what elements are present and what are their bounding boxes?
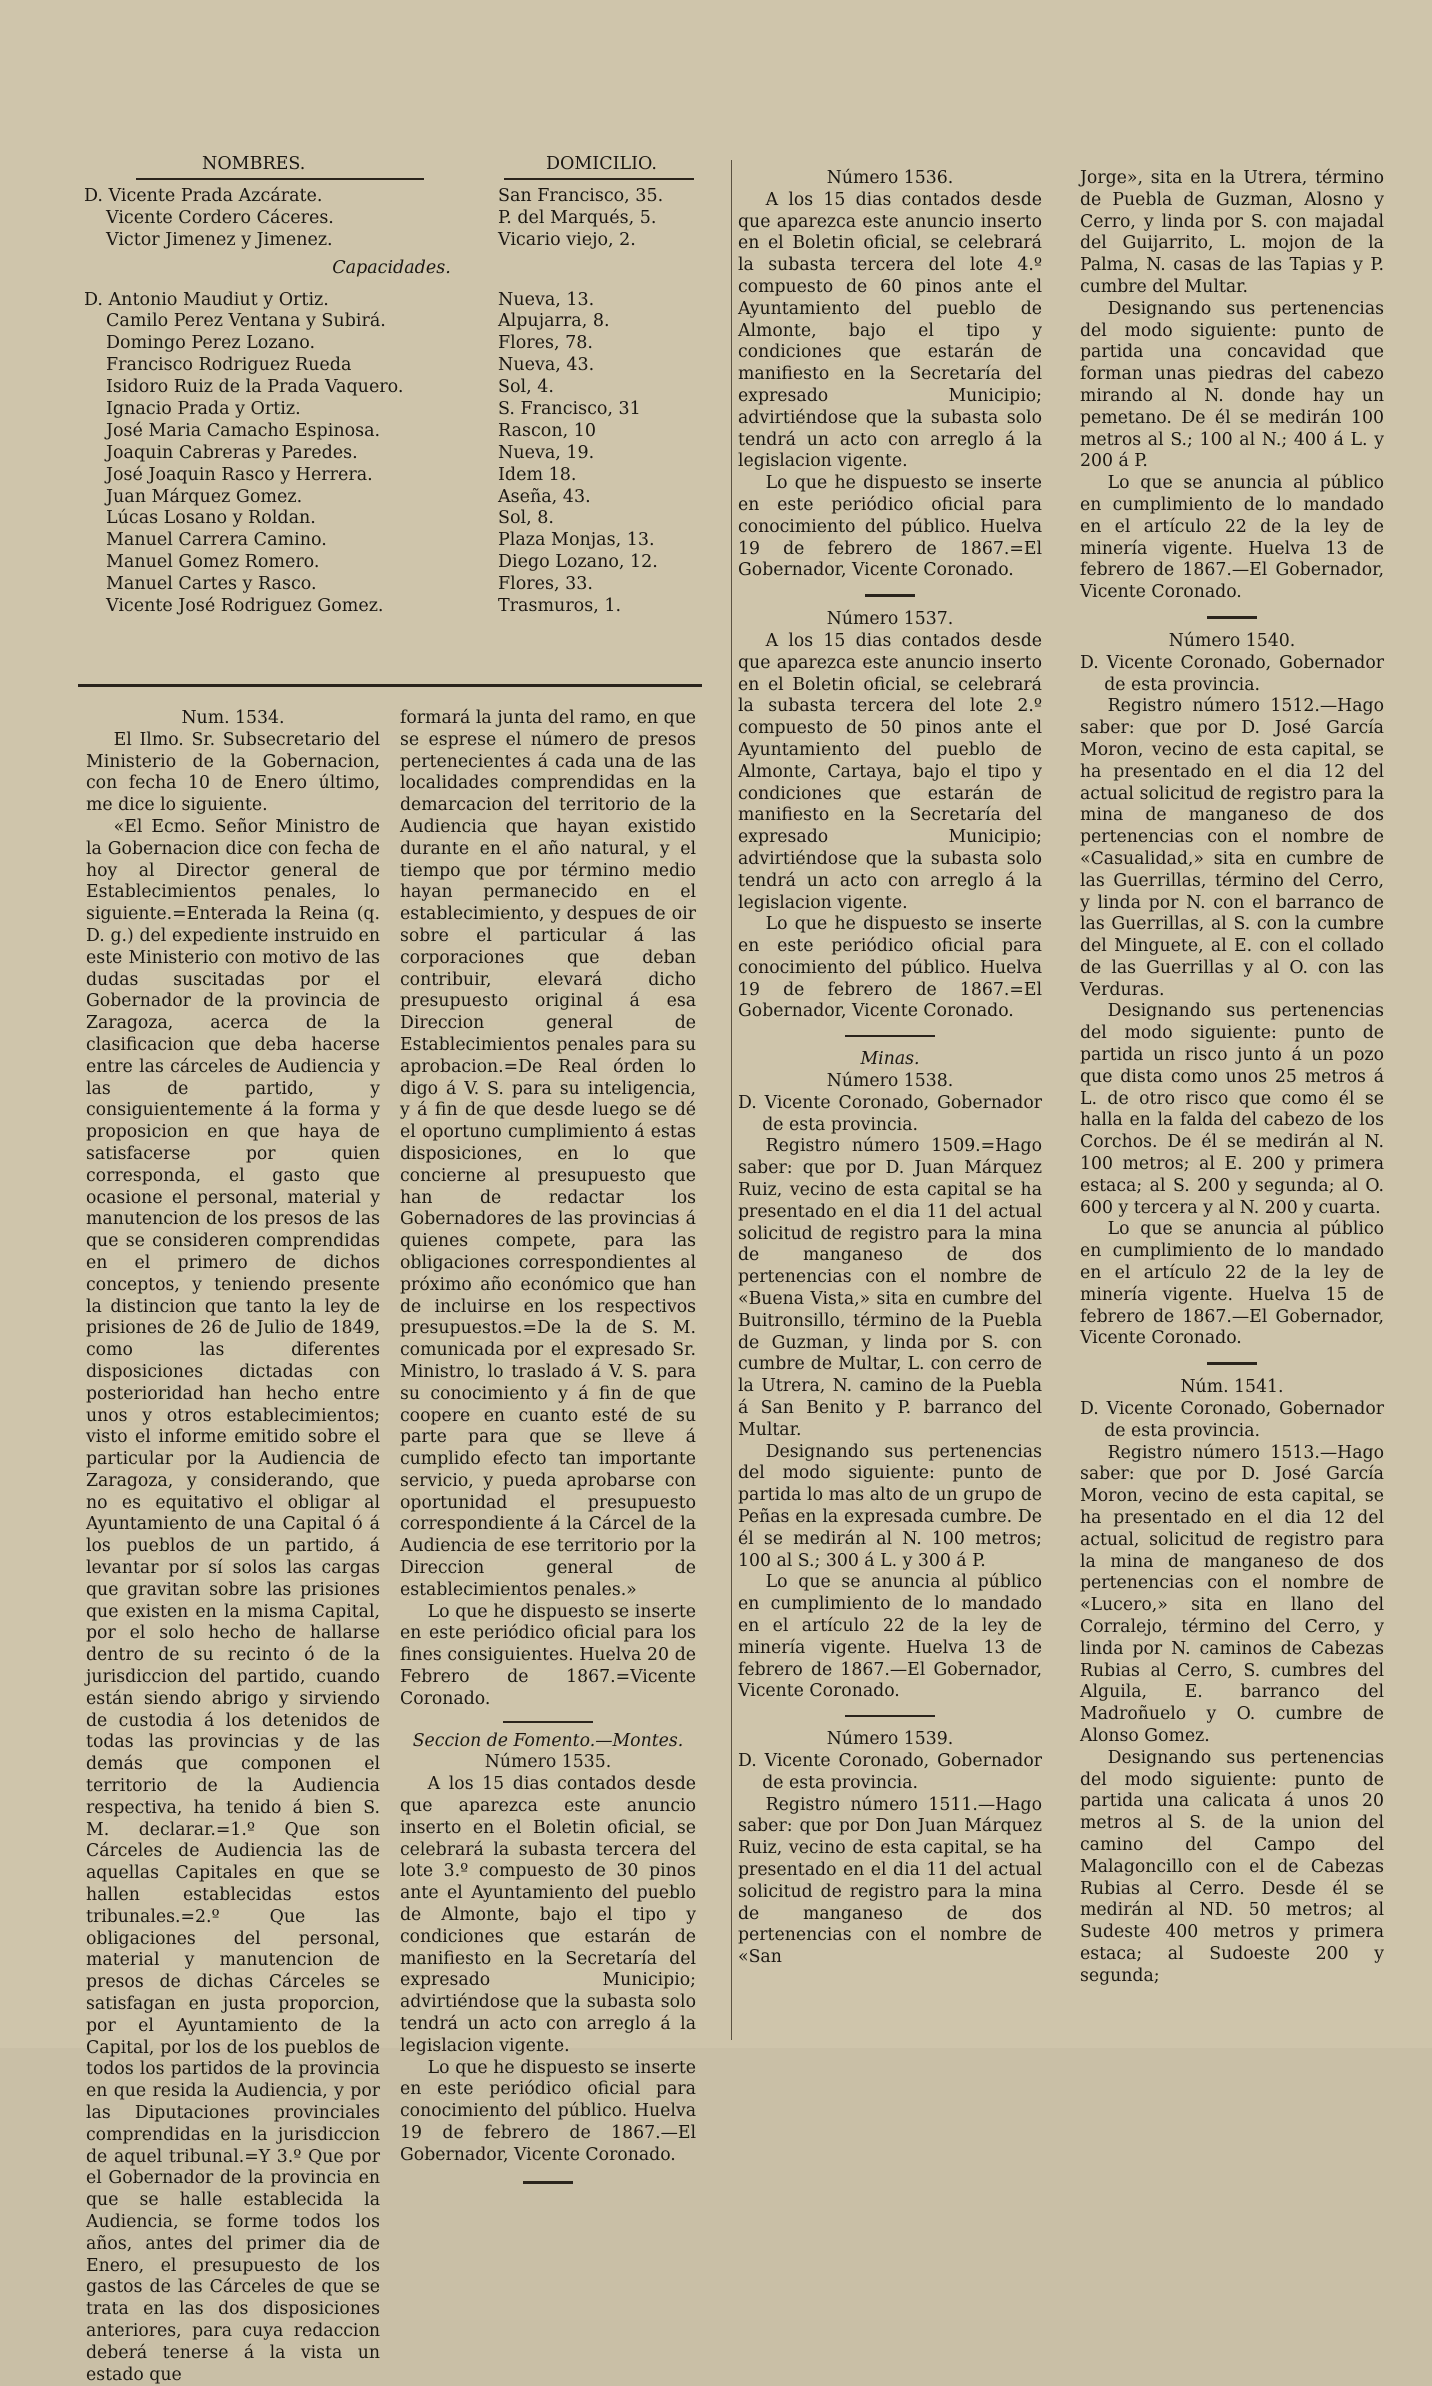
column-divider	[731, 160, 732, 2040]
table-row	[84, 574, 699, 596]
article-1534-body-part-1: «El Ecmo. Señor Ministro de la Gobernacion dice con fecha de hoy al Director general de Establecimientos penales, lo siguiente.=Enterada la Reina (q. D. g.) del expediente instruido en este Ministerio con motivo de las dudas suscitadas por el Gobernador de la provincia de Zaragoza, acerca de la clasificacion que deba hacerse entre las cárceles de Audiencia y las de partido, y consiguientemente á la forma y proposicion en que haya de satisfacerse por quien corresponda, el gasto que ocasione el personal, material y manutencion de los presos de las que se consideren comprendidas en el primero de dichos conceptos, y teniendo presente la distincion que tanto la ley de prisiones de 26 de Julio de 1849, como las diferentes disposiciones dictadas con posterioridad han hecho entre unos y otros establecimientos; visto el informe emitido sobre el particular por la Audiencia de Zaragoza, y considerando, que no es equitativo el obligar al Ayuntamiento de una Capital ó á los pueblos de un partido, á levantar por sí solos las cargas que gravitan sobre las prisiones que existen en la misma Capital, por el solo hecho de hallarse dentro de su recinto ó de la jurisdiccion del partido, cuando están siendo abrigo y sirviendo de custodia á los detenidos de todas las provincias y de las demás que componen el territorio de la Audiencia respectiva, ha tenido á bien S. M. declarar.=1.º Que son Cárceles de Audiencia las de aquellas Capitales en que se hallen establecidas estos tribunales.=2.º Que las obligaciones del personal, material y manutencion de presos de dichas Cárceles se satisfagan en justa proporcion, por el Ayuntamiento de la Capital, por los de los pueblos de todos los partidos de la provincia en que resida la Audiencia, y por las Diputaciones provinciales comprendidas en la jurisdiccion de aquel tribunal.=Y 3.º Que por el Gobernador de la provincia en que se halle establecida la Audiencia, se forme todos los años, antes del primer dia de Enero, el presupuesto de los gastos de las Cárceles de que se trata en las dos disposiciones anteriores, para cuya redaccion deberá tenerse á la vista un estado que	[86, 816, 380, 2385]
table-header	[84, 148, 699, 176]
article-1536-body: A los 15 dias contados desde que aparezca este anuncio inserto en el Boletin oficial, se celebrará la subasta tercera del lote 4.º compuesto de 60 pinos ante el Ayuntamiento del pueblo de Almonte, bajo el tipo y condiciones que estarán de manifiesto en la Secretaría del expresado Municipio; advirtiéndose que la subasta solo tendrá un acto con arreglo á la legislacion vigente.	[738, 189, 1042, 472]
column-header-domicile: DOMICILIO.	[546, 154, 657, 174]
person-name: D. Antonio Maudiut y Ortiz.	[84, 289, 329, 310]
table-row	[84, 230, 699, 252]
person-address: Flores, 33.	[498, 574, 593, 595]
article-1538-closing: Lo que se anuncia al público en cumplimiento de lo mandado en el artículo 22 de la ley de minería vigente. Huelva 13 de febrero de 1867.—El Gobernador, Vicente Coronado.	[738, 1572, 1042, 1702]
person-address: Flores, 78.	[498, 333, 593, 354]
person-address: Aseña, 43.	[498, 486, 591, 507]
person-address: Nueva, 19.	[498, 442, 595, 463]
article-1539-governor: D. Vicente Coronado, Gobernador de esta provincia.	[738, 1750, 1042, 1793]
table-row	[84, 487, 699, 509]
table-row	[84, 552, 699, 574]
table-row	[84, 596, 699, 618]
person-address: Rascon, 10	[498, 420, 596, 441]
table-row	[84, 186, 699, 208]
article-1535-closing: Lo que he dispuesto se inserte en este periódico oficial para conocimiento del público. Huelva 19 de febrero de 1867.—El Gobernador, Vicente Coronado.	[400, 2057, 696, 2165]
person-name: Camilo Perez Ventana y Subirá.	[106, 311, 386, 332]
divider	[523, 2181, 573, 2184]
table-row	[84, 508, 699, 530]
person-name: Domingo Perez Lozano.	[106, 333, 316, 354]
table-row	[84, 311, 699, 333]
divider	[1207, 616, 1257, 619]
column-3	[738, 168, 1042, 1969]
table-row	[84, 465, 699, 487]
article-1534-intro: El Ilmo. Sr. Subsecretario del Ministerio de la Gobernacion, con fecha 10 de Enero último, me dice lo siguiente.	[86, 729, 380, 816]
table-bottom-rule	[78, 684, 702, 687]
article-1536-closing: Lo que he dispuesto se inserte en este periódico oficial para conocimiento del público. Huelva 19 de febrero de 1867.=El Gobernador, Vicente Coronado.	[738, 473, 1042, 581]
column-4	[1080, 168, 1384, 1988]
person-name: Vicente José Rodriguez Gomez.	[106, 596, 384, 617]
person-name: Isidoro Ruiz de la Prada Vaquero.	[106, 377, 404, 398]
divider	[865, 594, 915, 597]
person-address: Plaza Monjas, 13.	[498, 530, 655, 551]
article-1539-body-part-2: Jorge», sita en la Utrera, término de Puebla de Guzman, Alosno y Cerro, y linda por S. con majadal del Guijarrito, L. mojon de la Palma, N. casas de las Tapias y P. cumbre del Multar.	[1080, 168, 1384, 297]
person-address: Nueva, 13.	[498, 289, 595, 310]
table-row	[84, 530, 699, 552]
article-1540-title: Número 1540.	[1168, 630, 1296, 651]
column-1	[86, 708, 380, 2386]
table-row	[84, 399, 699, 421]
article-1538-governor: D. Vicente Coronado, Gobernador de esta provincia.	[738, 1092, 1042, 1135]
person-address: Sol, 4.	[498, 377, 554, 398]
article-1535-title: Número 1535.	[484, 1752, 612, 1773]
article-1537-title: Número 1537.	[826, 609, 954, 630]
person-name: D. Vicente Prada Azcárate.	[84, 186, 323, 206]
table-row	[84, 208, 699, 230]
article-1540-governor: D. Vicente Coronado, Gobernador de esta provincia.	[1080, 652, 1384, 695]
person-name: Vicente Cordero Cáceres.	[106, 207, 334, 228]
table-row	[84, 421, 699, 443]
column-2	[400, 708, 696, 2198]
person-address: Idem 18.	[498, 464, 577, 485]
article-1537-closing: Lo que he dispuesto se inserte en este periódico oficial para conocimiento del público. Huelva 19 de febrero de 1867.=El Gobernador, Vicente Coronado.	[738, 914, 1042, 1022]
person-name: Manuel Gomez Romero.	[106, 552, 320, 573]
article-1538-designation: Designando sus pertenencias del modo siguiente: punto de partida lo mas alto de un grupo de Peñas en la expresada cumbre. De él se medirán al N. 100 metros; 100 al S.; 300 á L. y 300 á P.	[738, 1441, 1042, 1571]
article-1539-closing: Lo que se anuncia al público en cumplimiento de lo mandado en el artículo 22 de la ley de minería vigente. Huelva 13 de febrero de 1867.—El Gobernador, Vicente Coronado.	[1080, 473, 1384, 603]
article-1540-body: Registro número 1512.—Hago saber: que por D. José García Moron, vecino de esta capital, se ha presentado en el dia 12 del actual solicitud de registro para la mina de manganeso de dos pertenencias con el nombre de «Casualidad,» sita en cumbre de las Guerrillas, término del Cerro, y linda por N. con el barranco de las Guerrillas, al S. con la cumbre del Minguete, al E. con el collado de las Guerrillas y al O. con las Verduras.	[1080, 696, 1384, 1000]
person-name: Francisco Rodriguez Rueda	[106, 355, 352, 376]
person-address: Trasmuros, 1.	[498, 596, 622, 617]
article-1534-title: Num. 1534.	[181, 708, 285, 728]
person-address: Nueva, 43.	[498, 355, 595, 376]
divider	[845, 1715, 935, 1717]
person-name: Joaquin Cabreras y Paredes.	[106, 442, 358, 463]
article-1539-body-part-1: Registro número 1511.—Hago saber: que por Don Juan Márquez Ruiz, vecino de esta capital, se ha presentado en el dia 11 del actual solicitud de registro para la mina de manganeso de dos pertenencias con el nombre de «San	[738, 1794, 1042, 1968]
section-fomento-heading: Seccion de Fomento.—Montes.	[412, 1730, 684, 1751]
article-1536-title: Número 1536.	[826, 168, 954, 188]
person-name: Manuel Cartes y Rasco.	[106, 574, 317, 595]
table-row	[84, 443, 699, 465]
person-name: José Joaquin Rasco y Herrera.	[106, 464, 373, 485]
person-name: Ignacio Prada y Ortiz.	[106, 399, 301, 420]
person-address: P. del Marqués, 5.	[498, 207, 657, 228]
table-row	[84, 290, 699, 312]
person-name: Manuel Carrera Camino.	[106, 530, 327, 551]
article-1540-closing: Lo que se anuncia al público en cumplimiento de lo mandado en el artículo 22 de la ley de minería vigente. Huelva 15 de febrero de 1867.—El Gobernador, Vicente Coronado.	[1080, 1219, 1384, 1349]
person-address: S. Francisco, 31	[498, 399, 641, 420]
person-name: Victor Jimenez y Jimenez.	[106, 229, 333, 250]
article-1538-title: Número 1538.	[826, 1071, 954, 1092]
person-address: Alpujarra, 8.	[498, 311, 610, 332]
article-1534-body-part-2: formará la junta del ramo, en que se esprese el número de presos pertenecientes á cada una de las localidades comprendidas en la demarcacion del territorio de la Audiencia que hayan existido durante en el año natural, y el tiempo que por término medio hayan permanecido en el establecimiento, y despues de oir sobre el particular á las corporaciones que deban contribuir, elevará dicho presupuesto original á esa Direccion general de Establecimientos penales para su aprobacion.=De Real órden lo digo á V. S. para su inteligencia, y á fin de que desde luego se dé el oportuno cumplimiento á estas disposiciones, en lo que concierne al presupuesto que han de redactar los Gobernadores de las provincias á quienes compete, para las obligaciones correspondientes al próximo año económico que han de incluirse en los respectivos presupuestos.=De la de S. M. comunicada por el expresado Sr. Ministro, lo traslado á V. S. para su conocimiento y á fin de que coopere en cuanto esté de su parte para que se lleve á cumplido efecto tan importante servicio, y pueda aprobarse con oportunidad el presupuesto correspondiente á la Cárcel de la Audiencia de ese territorio por la Direccion general de establecimientos penales.»	[400, 708, 696, 1600]
persons-list	[84, 186, 699, 252]
header-rule-right	[504, 178, 694, 180]
person-address: Vicario viejo, 2.	[498, 229, 636, 250]
names-table	[84, 148, 699, 618]
divider	[1207, 1362, 1257, 1365]
person-name: Lúcas Losano y Roldan.	[106, 508, 316, 529]
article-1540-designation: Designando sus pertenencias del modo siguiente: punto de partida un risco junto á un pozo que dista como unos 25 metros á L. de otro risco que como él se halla en la falda del cabezo de los Corchos. De él se medirán al N. 100 metros; al E. 200 y primera estaca; al S. 200 y segunda; al O. 600 y tercera y al N. 200 y cuarta.	[1080, 1001, 1384, 1218]
person-address: San Francisco, 35.	[498, 186, 664, 206]
person-address: Sol, 8.	[498, 508, 554, 529]
section-minas-heading: Minas.	[860, 1049, 920, 1070]
article-1539-title: Número 1539.	[826, 1729, 954, 1750]
article-1534-closing: Lo que he dispuesto se inserte en este periódico oficial para los fines consiguientes. Huelva 20 de Febrero de 1867.=Vicente Coronado.	[400, 1601, 696, 1709]
table-row	[84, 333, 699, 355]
article-1537-body: A los 15 dias contados desde que aparezca este anuncio inserto en el Boletin oficial, se celebrará la subasta tercera del lote 2.º compuesto de 50 pinos ante el Ayuntamiento del pueblo de Almonte, Cartaya, bajo el tipo y condiciones que estarán de manifiesto en la Secretaría del expresado Municipio; advirtiéndose que la subasta solo tendrá un acto con arreglo á la legislacion vigente.	[738, 630, 1042, 913]
person-name: José Maria Camacho Espinosa.	[106, 420, 381, 441]
article-1541-governor: D. Vicente Coronado, Gobernador de esta provincia.	[1080, 1399, 1384, 1441]
article-1539-designation: Designando sus pertenencias del modo siguiente: punto de partida una concavidad que forman unas piedras del cabezo mirando al N. donde hay un pemetano. De él se medirán 100 metros al S.; 100 al N.; 400 á L. y 200 á P.	[1080, 298, 1384, 472]
header-rule-left	[136, 178, 424, 180]
article-1541-title: Núm. 1541.	[1180, 1377, 1284, 1398]
article-1538-body: Registro número 1509.=Hago saber: que por D. Juan Márquez Ruiz, vecino de esta capital se ha presentado en el dia 11 del actual solicitud de registro para la mina de manganeso de dos pertenencias con el nombre de «Buena Vista,» sita en cumbre del Buitronsillo, término de la Puebla de Guzman, y linda por S. con cumbre de Multar, L. con cerro de la Utrera, N. camino de la Puebla á San Benito y P. barranco del Multar.	[738, 1136, 1042, 1440]
table-row	[84, 377, 699, 399]
article-1541-body: Registro número 1513.—Hago saber: que por D. José García Moron, vecino de esta capital, se ha presentado en el dia 12 del actual, solicitud de registro para la mina de manganeso de dos pertenencias con el nombre de «Lucero,» sita en llano del Corralejo, término del Cerro, y linda por N. caminos de Cabezas Rubias al Cerro, S. cumbres del Alguila, E. barranco del Madroñuelo y O. cumbre de Alonso Gomez.	[1080, 1442, 1384, 1746]
person-address: Diego Lozano, 12.	[498, 552, 658, 573]
divider	[845, 1035, 935, 1037]
article-1541-designation: Designando sus pertenencias del modo siguiente: punto de partida una calicata á unos 20 metros al S. de la union del camino del Campo del Malagoncillo con el de Cabezas Rubias al Cerro. Desde él se medirán al ND. 50 metros; al Sudeste 400 metros y primera estaca; al Sudoeste 200 y segunda;	[1080, 1747, 1384, 1986]
table-row	[84, 355, 699, 377]
divider	[503, 1721, 593, 1723]
article-1535-body: A los 15 dias contados desde que aparezca este anuncio inserto en el Boletin oficial, se celebrará la subasta tercera del lote 3.º compuesto de 30 pinos ante el Ayuntamiento del pueblo de Almonte, bajo el tipo y condiciones que estarán de manifiesto en la Secretaría del expresado Municipio; advirtiéndose que la subasta solo tendrá un acto con arreglo á la legislacion vigente.	[400, 1774, 696, 2056]
capacities-list	[84, 290, 699, 618]
column-header-names: NOMBRES.	[202, 154, 306, 174]
capacities-heading: Capacidades.	[332, 257, 451, 278]
person-name: Juan Márquez Gomez.	[106, 486, 303, 507]
